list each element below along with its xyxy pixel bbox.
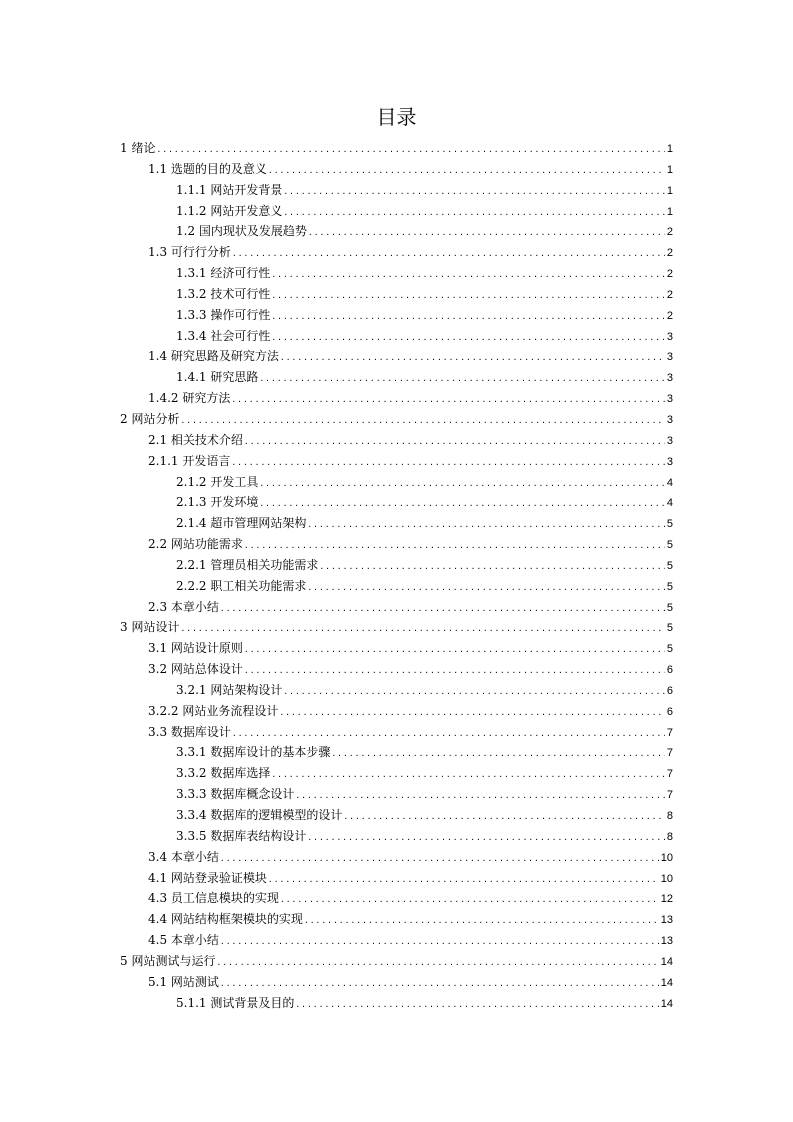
toc-entry-title: 2 网站分析 bbox=[120, 411, 180, 426]
toc-page-number: 3 bbox=[666, 455, 673, 468]
toc-dot-leader bbox=[244, 640, 665, 661]
toc-entry-title: 1.3.2 技术可行性 bbox=[176, 286, 271, 301]
toc-dot-leader bbox=[220, 599, 665, 620]
toc-dot-leader bbox=[220, 974, 659, 995]
toc-entry-title: 3.3.3 数据库概念设计 bbox=[176, 787, 295, 802]
toc-entry[interactable] bbox=[0, 242, 673, 263]
toc-entry-title: 1.4.2 研究方法 bbox=[148, 391, 231, 406]
toc-entry-title: 2.3 本章小结 bbox=[148, 599, 219, 614]
toc-page-number: 4 bbox=[666, 497, 673, 510]
toc-entry[interactable] bbox=[0, 263, 673, 284]
toc-entry[interactable] bbox=[0, 492, 673, 513]
toc-entry-title: 1.3.1 经济可行性 bbox=[176, 266, 271, 281]
toc-entry-title: 3.3.4 数据库的逻辑模型的设计 bbox=[176, 808, 343, 822]
toc-page-number: 1 bbox=[666, 163, 673, 176]
page-title: 目录 bbox=[376, 105, 417, 129]
toc-entry-title: 3.1 网站设计原则 bbox=[148, 641, 243, 656]
toc-entry[interactable] bbox=[0, 180, 673, 201]
toc-dot-leader bbox=[268, 161, 665, 182]
toc-page-number: 1 bbox=[666, 205, 673, 218]
toc-dot-leader bbox=[295, 786, 665, 807]
toc-dot-leader bbox=[220, 849, 659, 870]
toc-page-number: 3 bbox=[666, 393, 673, 406]
toc-entry-title: 3.2.2 网站业务流程设计 bbox=[148, 703, 279, 718]
toc-page-number: 6 bbox=[666, 684, 673, 697]
toc-entry[interactable] bbox=[0, 972, 673, 993]
toc-page-number: 5 bbox=[666, 559, 673, 572]
toc-entry[interactable] bbox=[0, 951, 673, 972]
table-of-contents bbox=[0, 138, 793, 1013]
toc-entry[interactable] bbox=[0, 430, 673, 451]
toc-entry-title: 1.1.2 网站开发意义 bbox=[176, 203, 283, 218]
toc-entry[interactable] bbox=[0, 326, 673, 347]
toc-page-number: 3 bbox=[666, 413, 673, 426]
toc-page-number: 2 bbox=[666, 247, 673, 260]
toc-entry-title: 2.1.1 开发语言 bbox=[148, 453, 231, 468]
toc-entry-title: 5.1 网站测试 bbox=[148, 974, 219, 989]
toc-entry-title: 1.3.3 操作可行性 bbox=[176, 307, 271, 322]
toc-entry[interactable] bbox=[0, 680, 673, 701]
toc-page-number: 7 bbox=[666, 726, 673, 739]
toc-entry[interactable] bbox=[0, 742, 673, 763]
toc-page-number: 5 bbox=[666, 539, 673, 552]
toc-dot-leader bbox=[271, 765, 665, 786]
toc-entry[interactable] bbox=[0, 909, 673, 930]
toc-page-number: 5 bbox=[666, 601, 673, 614]
toc-entry-title: 2.2.1 管理员相关功能需求 bbox=[176, 557, 319, 572]
toc-dot-leader bbox=[220, 932, 659, 953]
toc-dot-leader bbox=[271, 328, 665, 349]
toc-page-number: 14 bbox=[660, 976, 673, 989]
toc-entry[interactable] bbox=[0, 638, 673, 659]
toc-entry[interactable] bbox=[0, 826, 673, 847]
toc-page-number: 1 bbox=[666, 184, 673, 197]
toc-page-number: 12 bbox=[660, 893, 673, 906]
toc-page-number: 10 bbox=[660, 851, 673, 864]
toc-entry-title: 1.2 国内现状及发展趋势 bbox=[176, 224, 307, 239]
toc-page-number: 14 bbox=[660, 997, 673, 1010]
toc-dot-leader bbox=[319, 557, 665, 578]
toc-entry[interactable] bbox=[0, 888, 673, 909]
toc-page-number: 7 bbox=[666, 747, 673, 760]
toc-page-number: 7 bbox=[666, 768, 673, 781]
toc-dot-leader bbox=[280, 890, 659, 911]
toc-entry-title: 3.2 网站总体设计 bbox=[148, 662, 243, 677]
toc-page-number: 2 bbox=[666, 226, 673, 239]
toc-page-number: 13 bbox=[660, 914, 673, 927]
toc-dot-leader bbox=[307, 828, 665, 849]
toc-entry-title: 2.2.2 职工相关功能需求 bbox=[176, 578, 307, 593]
toc-page-number: 2 bbox=[666, 268, 673, 281]
toc-page-number: 13 bbox=[660, 935, 673, 948]
toc-dot-leader bbox=[307, 515, 665, 536]
toc-entry[interactable] bbox=[0, 993, 673, 1014]
toc-page-number: 5 bbox=[666, 518, 673, 531]
toc-page-number: 6 bbox=[666, 664, 673, 677]
toc-entry-title: 3.3.1 数据库设计的基本步骤 bbox=[176, 745, 331, 760]
toc-page-number: 7 bbox=[666, 789, 673, 802]
toc-page-number: 8 bbox=[666, 810, 673, 822]
toc-dot-leader bbox=[216, 953, 658, 974]
toc-page-number: 2 bbox=[666, 288, 673, 301]
toc-entry-title: 5 网站测试与运行 bbox=[120, 953, 216, 968]
toc-page-number: 1 bbox=[666, 143, 673, 155]
toc-entry-title: 5.1.1 测试背景及目的 bbox=[176, 995, 295, 1010]
toc-dot-leader bbox=[231, 390, 665, 411]
toc-entry[interactable] bbox=[0, 221, 673, 242]
toc-page-number: 5 bbox=[666, 643, 673, 656]
toc-dot-leader bbox=[280, 348, 665, 369]
toc-entry[interactable] bbox=[0, 555, 673, 576]
toc-page-number: 3 bbox=[666, 434, 673, 447]
toc-dot-leader bbox=[271, 265, 665, 286]
toc-entry[interactable] bbox=[0, 534, 673, 555]
toc-page-number: 3 bbox=[666, 372, 673, 385]
toc-dot-leader bbox=[232, 244, 665, 265]
toc-page-number: 8 bbox=[666, 830, 673, 843]
toc-entry[interactable] bbox=[0, 388, 673, 409]
toc-entry[interactable] bbox=[0, 617, 673, 638]
toc-entry-title: 1 绪论 bbox=[120, 141, 156, 155]
toc-entry[interactable] bbox=[0, 472, 673, 493]
toc-entry[interactable] bbox=[0, 847, 673, 868]
toc-entry-title: 1.1 选题的目的及意义 bbox=[148, 161, 267, 176]
toc-dot-leader bbox=[343, 807, 665, 828]
toc-dot-leader bbox=[271, 286, 665, 307]
toc-dot-leader bbox=[279, 703, 665, 724]
toc-entry[interactable] bbox=[0, 305, 673, 326]
toc-entry-title: 3.4 本章小结 bbox=[148, 849, 219, 864]
toc-entry-title: 1.3.4 社会可行性 bbox=[176, 328, 271, 343]
toc-entry[interactable] bbox=[0, 930, 673, 951]
toc-dot-leader bbox=[180, 411, 664, 432]
toc-entry-title: 3.3 数据库设计 bbox=[148, 724, 231, 739]
toc-dot-leader bbox=[283, 682, 665, 703]
toc-entry[interactable] bbox=[0, 868, 673, 889]
toc-dot-leader bbox=[259, 494, 665, 515]
toc-dot-leader bbox=[308, 223, 665, 244]
toc-page-number: 3 bbox=[666, 330, 673, 343]
toc-dot-leader bbox=[283, 203, 665, 224]
toc-entry[interactable] bbox=[0, 201, 673, 222]
toc-page-number: 14 bbox=[660, 955, 673, 968]
toc-entry-title: 2.1.3 开发环境 bbox=[176, 495, 259, 510]
toc-entry[interactable] bbox=[0, 409, 673, 430]
toc-entry-title: 4.5 本章小结 bbox=[148, 933, 219, 948]
toc-entry[interactable] bbox=[0, 367, 673, 388]
toc-dot-leader bbox=[231, 453, 665, 474]
toc-entry-title: 1.4.1 研究思路 bbox=[176, 370, 259, 385]
toc-entry-title: 2.1.4 超市管理网站架构 bbox=[176, 516, 307, 531]
toc-dot-leader bbox=[259, 369, 665, 390]
toc-page-number: 2 bbox=[666, 309, 673, 322]
toc-entry-title: 3 网站设计 bbox=[120, 620, 180, 635]
toc-entry-title: 3.2.1 网站架构设计 bbox=[176, 682, 283, 697]
toc-entry-title: 2.2 网站功能需求 bbox=[148, 537, 243, 552]
toc-entry-title: 2.1 相关技术介绍 bbox=[148, 432, 243, 447]
toc-entry[interactable] bbox=[0, 805, 673, 826]
toc-entry-title: 1.1.1 网站开发背景 bbox=[176, 182, 283, 197]
toc-page-number: 5 bbox=[666, 580, 673, 593]
toc-entry[interactable] bbox=[0, 284, 673, 305]
toc-page-number: 10 bbox=[660, 872, 673, 885]
toc-entry-title: 4.3 员工信息模块的实现 bbox=[148, 891, 279, 906]
toc-page-number: 6 bbox=[666, 705, 673, 718]
toc-entry[interactable] bbox=[0, 722, 673, 743]
toc-dot-leader bbox=[268, 870, 659, 891]
toc-dot-leader bbox=[156, 140, 664, 161]
toc-entry-title: 2.1.2 开发工具 bbox=[176, 474, 259, 489]
toc-dot-leader bbox=[244, 661, 665, 682]
toc-entry[interactable] bbox=[0, 159, 673, 180]
toc-entry[interactable] bbox=[0, 701, 673, 722]
toc-entry[interactable] bbox=[0, 346, 673, 367]
toc-entry-title: 4.1 网站登录验证模块 bbox=[148, 870, 267, 885]
toc-dot-leader bbox=[259, 474, 665, 495]
toc-dot-leader bbox=[283, 182, 665, 203]
toc-entry[interactable] bbox=[0, 784, 673, 805]
toc-dot-leader bbox=[180, 619, 664, 640]
toc-entry[interactable] bbox=[0, 513, 673, 534]
toc-entry-title: 3.3.2 数据库选择 bbox=[176, 766, 271, 781]
toc-dot-leader bbox=[244, 432, 665, 453]
toc-entry-title: 1.4 研究思路及研究方法 bbox=[148, 349, 279, 364]
toc-entry[interactable] bbox=[0, 763, 673, 784]
toc-entry-title: 1.3 可行行分析 bbox=[148, 245, 231, 260]
toc-dot-leader bbox=[295, 995, 658, 1016]
toc-dot-leader bbox=[331, 744, 665, 765]
toc-page-number: 5 bbox=[666, 622, 673, 635]
toc-entry-title: 3.3.5 数据库表结构设计 bbox=[176, 828, 307, 843]
toc-entry[interactable] bbox=[0, 138, 673, 159]
toc-dot-leader bbox=[232, 724, 665, 745]
toc-entry-title: 4.4 网站结构框架模块的实现 bbox=[148, 912, 303, 927]
toc-entry[interactable] bbox=[0, 659, 673, 680]
toc-page-number: 4 bbox=[666, 476, 673, 489]
toc-dot-leader bbox=[304, 911, 659, 932]
toc-dot-leader bbox=[271, 307, 665, 328]
toc-dot-leader bbox=[307, 578, 665, 599]
toc-entry[interactable] bbox=[0, 597, 673, 618]
toc-dot-leader bbox=[244, 536, 665, 557]
toc-entry[interactable] bbox=[0, 576, 673, 597]
toc-page-number: 3 bbox=[666, 351, 673, 364]
toc-entry[interactable] bbox=[0, 451, 673, 472]
